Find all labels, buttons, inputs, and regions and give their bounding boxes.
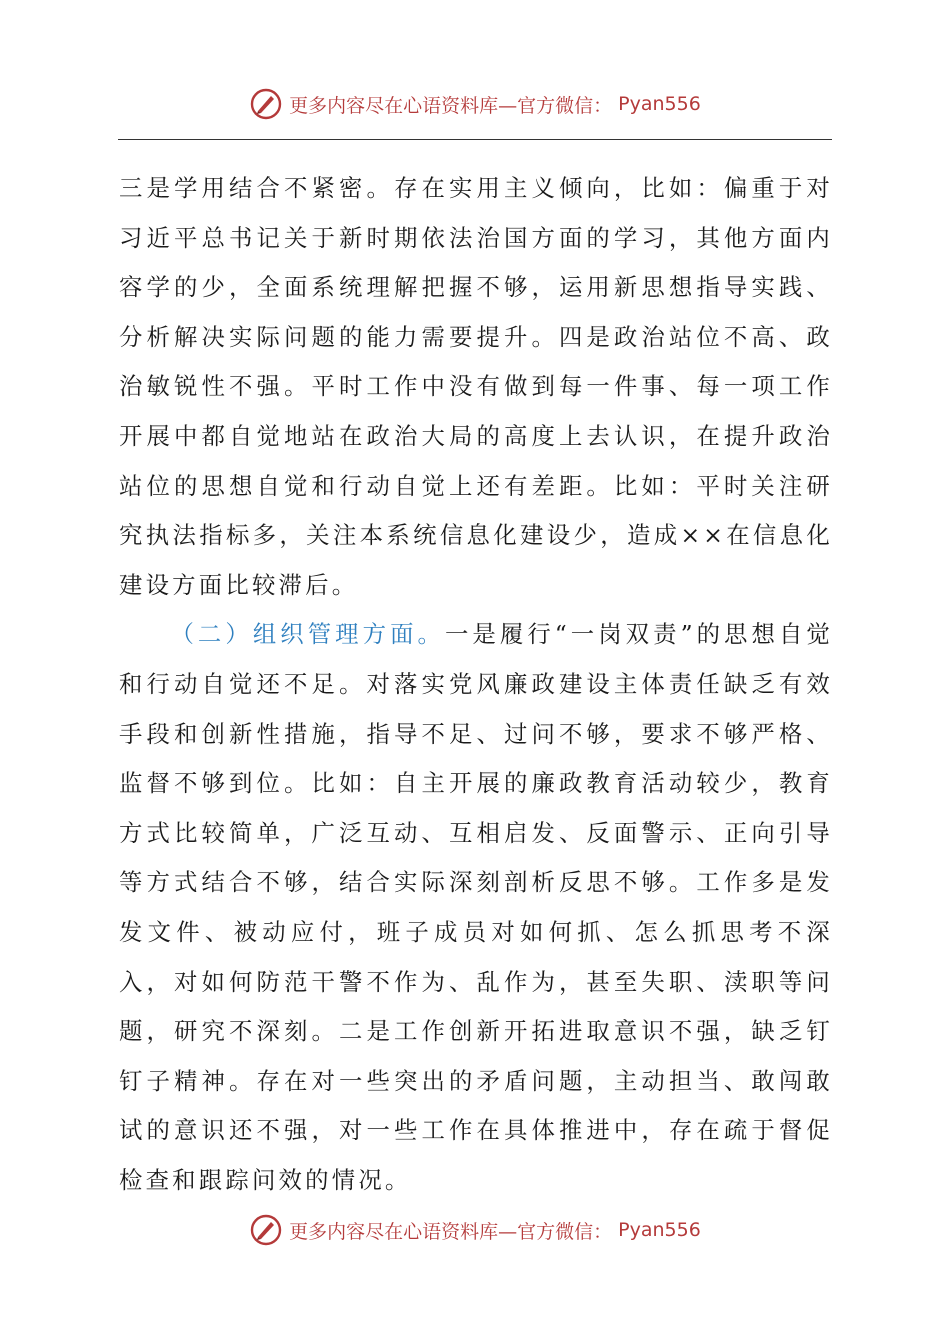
footer-banner: [0, 1210, 950, 1250]
section-paragraph: [119, 610, 833, 1205]
quill-logo-icon: [249, 1213, 283, 1247]
header-divider: [118, 139, 832, 140]
header-banner: [0, 84, 950, 124]
header-brand-text: 更多内容尽在心语资料库—官方微信：: [289, 94, 613, 117]
section-heading: （二）组织管理方面。: [170, 620, 445, 649]
quill-logo-icon: [249, 87, 283, 121]
footer-brand-text: 更多内容尽在心语资料库—官方微信：: [289, 1220, 613, 1243]
header-wechat-id: Pyan556: [618, 93, 701, 115]
footer-wechat-id: Pyan556: [618, 1219, 701, 1241]
body-paragraph: 三是学用结合不紧密。存在实用主义倾向，比如：偏重于对习近平总书记关于新时期依法治国方面的学习，其他方面内容学的少，全面系统理解把握不够，运用新思想指导实践、分析解决实际问题的能力需要提升。四是政治站位不高、政治敏锐性不强。平时工作中没有做到每一件事、每一项工作开展中都自觉地站在政治大局的高度上去认识，在提升政治站位的思想自觉和行动自觉上还有差距。比如：平时关注研究执法指标多，关注本系统信息化建设少，造成××在信息化建设方面比较滞后。: [119, 174, 833, 599]
section-body: 一是履行“一岗双责”的思想自觉和行动自觉还不足。对落实党风廉政建设主体责任缺乏有效手段和创新性措施，指导不足、过问不够，要求不够严格、监督不够到位。比如：自主开展的廉政教育活动较少，教育方式比较简单，广泛互动、互相启发、反面警示、正向引导等方式结合不够，结合实际深刻剖析反思不够。工作多是发发文件、被动应付，班子成员对如何抓、怎么抓思考不深入，对如何防范干警不作为、乱作为，甚至失职、渎职等问题，研究不深刻。二是工作创新开拓进取意识不强，缺乏钉钉子精神。存在对一些突出的矛盾问题，主动担当、敢闯敢试的意识还不强，对一些工作在具体推进中，存在疏于督促检查和跟踪问效的情况。: [119, 620, 833, 1194]
document-body: [119, 164, 833, 1205]
